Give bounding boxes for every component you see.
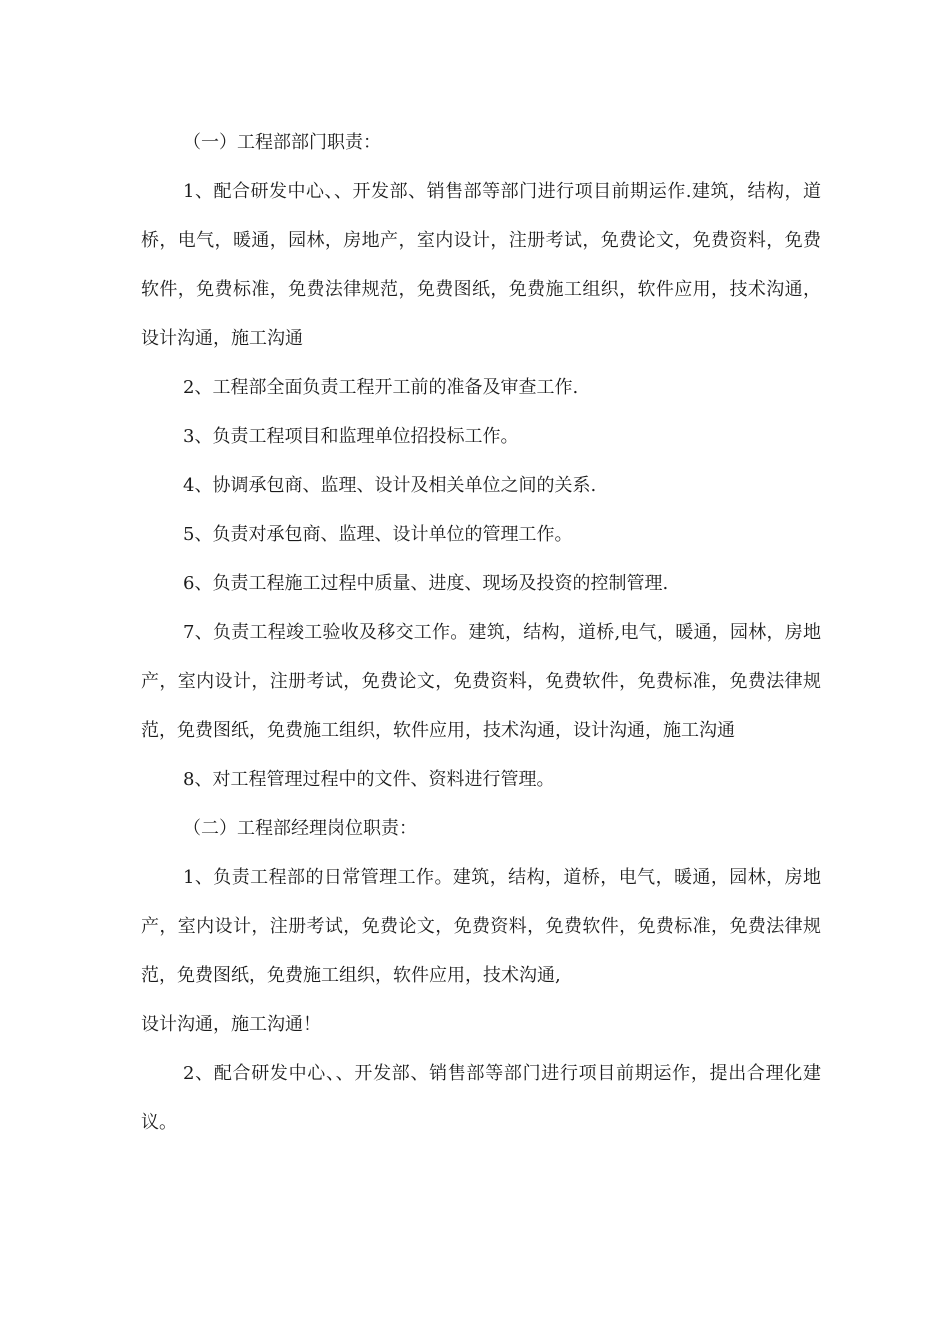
section-1-item-3: 3、负责工程项目和监理单位招投标工作。: [183, 426, 519, 447]
section-heading-2: （二）工程部经理岗位职责：: [183, 818, 417, 839]
document-body: [141, 118, 821, 1147]
section-1-item-8: 8、对工程管理过程中的文件、资料进行管理。: [183, 769, 555, 790]
section-2-item-1: 1、负责工程部的日常管理工作。建筑，结构，道桥，电气，暖通，园林，房地产，室内设计，注册考试，免费论文，免费资料，免费软件，免费标准，免费法律规范，免费图纸，免费施工组织，软件应用，技术沟通,: [141, 867, 821, 986]
section-2-item-2: 2、配合研发中心、、开发部、销售部等部门进行项目前期运作，提出合理化建议。: [141, 1063, 821, 1133]
section-1-item-1: 1、配合研发中心、、开发部、销售部等部门进行项目前期运作.建筑，结构，道桥，电气，暖通，园林，房地产，室内设计，注册考试，免费论文，免费资料，免费软件，免费标准，免费法律规范，免费图纸，免费施工组织，软件应用，技术沟通，设计沟通，施工沟通: [141, 181, 821, 349]
section-1-item-7: 7、负责工程竣工验收及移交工作。建筑，结构，道桥,电气，暖通，园林，房地产，室内设计，注册考试，免费论文，免费资料，免费软件，免费标准，免费法律规范，免费图纸，免费施工组织，软件应用，技术沟通，设计沟通，施工沟通: [141, 622, 821, 741]
section-1-item-6: 6、负责工程施工过程中质量、进度、现场及投资的控制管理.: [183, 573, 669, 594]
section-1-item-2: 2、工程部全面负责工程开工前的准备及审查工作.: [183, 377, 579, 398]
section-heading-1: （一）工程部部门职责：: [183, 132, 381, 153]
section-2-item-1-continuation: 设计沟通，施工沟通！: [141, 1014, 321, 1035]
section-1-item-5: 5、负责对承包商、监理、设计单位的管理工作。: [183, 524, 573, 545]
section-1-item-4: 4、协调承包商、监理、设计及相关单位之间的关系.: [183, 475, 597, 496]
